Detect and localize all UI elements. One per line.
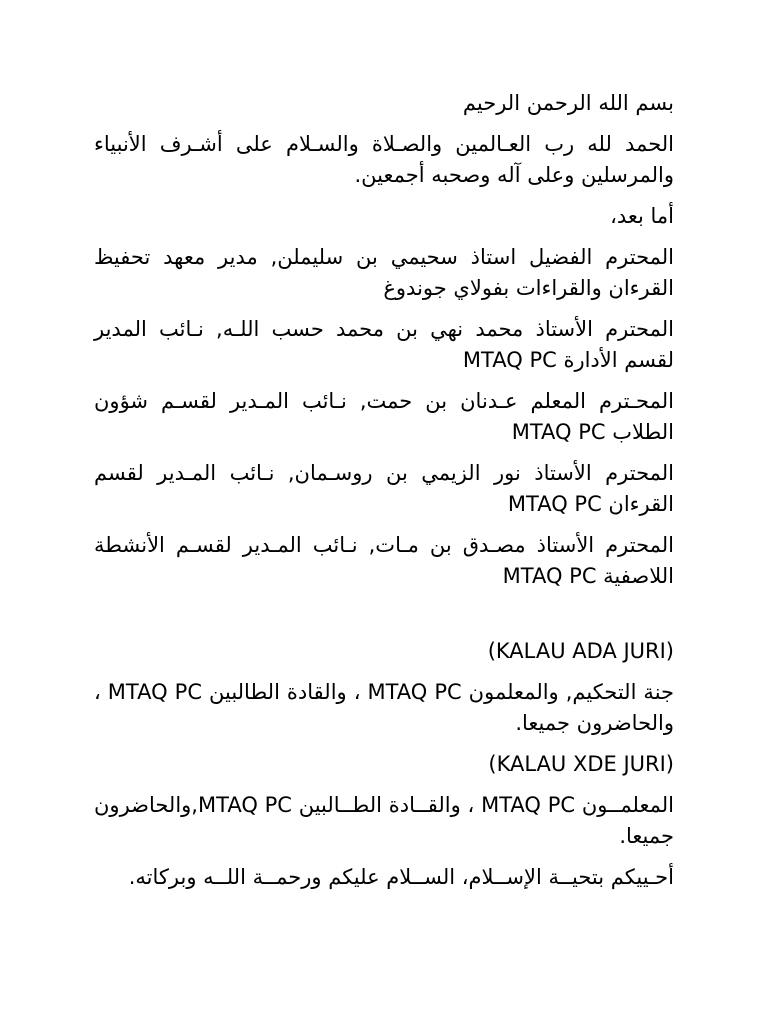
amma-bad: أما بعد، — [610, 204, 674, 228]
document-page — [94, 88, 674, 903]
greeting-deputy-quran: المحترم الأستاذ نور الزيمي بن روسـمان, نـائب المـدير لقسم القرءان MTAQ PC — [94, 461, 674, 516]
note-without-jury: (KALAU XDE JURI) — [488, 752, 674, 776]
closing-salam: أحـييكم بتحيــة الإســلام، الســلام عليكم ورحمــة اللــه وبركاته. — [128, 865, 674, 889]
greeting-deputy-activities: المحترم الأستاذ مصـدق بن مـات, نـائب المـدير لقسـم الأنشطة اللاصفية MTAQ PC — [94, 533, 674, 588]
opening-praise: الحمد لله رب العـالمين والصـلاة والسـلام على أشـرف الأنبياء والمرسلين وعلى آله وصحبه أجمعين. — [94, 132, 674, 187]
basmala: بسم الله الرحمن الرحيم — [462, 91, 674, 115]
greeting-without-jury: المعلمــون MTAQ PC ، والقــادة الطــالبين MTAQ PC,والحاضرون جميعا. — [94, 793, 675, 848]
note-with-jury: (KALAU ADA JURI) — [487, 639, 674, 663]
greeting-with-jury: جنة التحكيم, والمعلمون MTAQ PC ، والقادة الطالبين MTAQ PC ، والحاضرون جميعا. — [94, 680, 675, 735]
greeting-deputy-admin: المحترم الأستاذ محمد نهي بن محمد حسب اللـه, نـائب المدير لقسم الأدارة MTAQ PC — [94, 317, 674, 372]
greeting-deputy-students: المحـترم المعلم عـدنان بن حمت, نـائب المـدير لقسـم شؤون الطلاب MTAQ PC — [94, 389, 674, 444]
greeting-director: المحترم الفضيل استاذ سحيمي بن سليملن, مدير معهد تحفيظ القرءان والقراءات بفولاي جوندوغ — [94, 245, 674, 300]
